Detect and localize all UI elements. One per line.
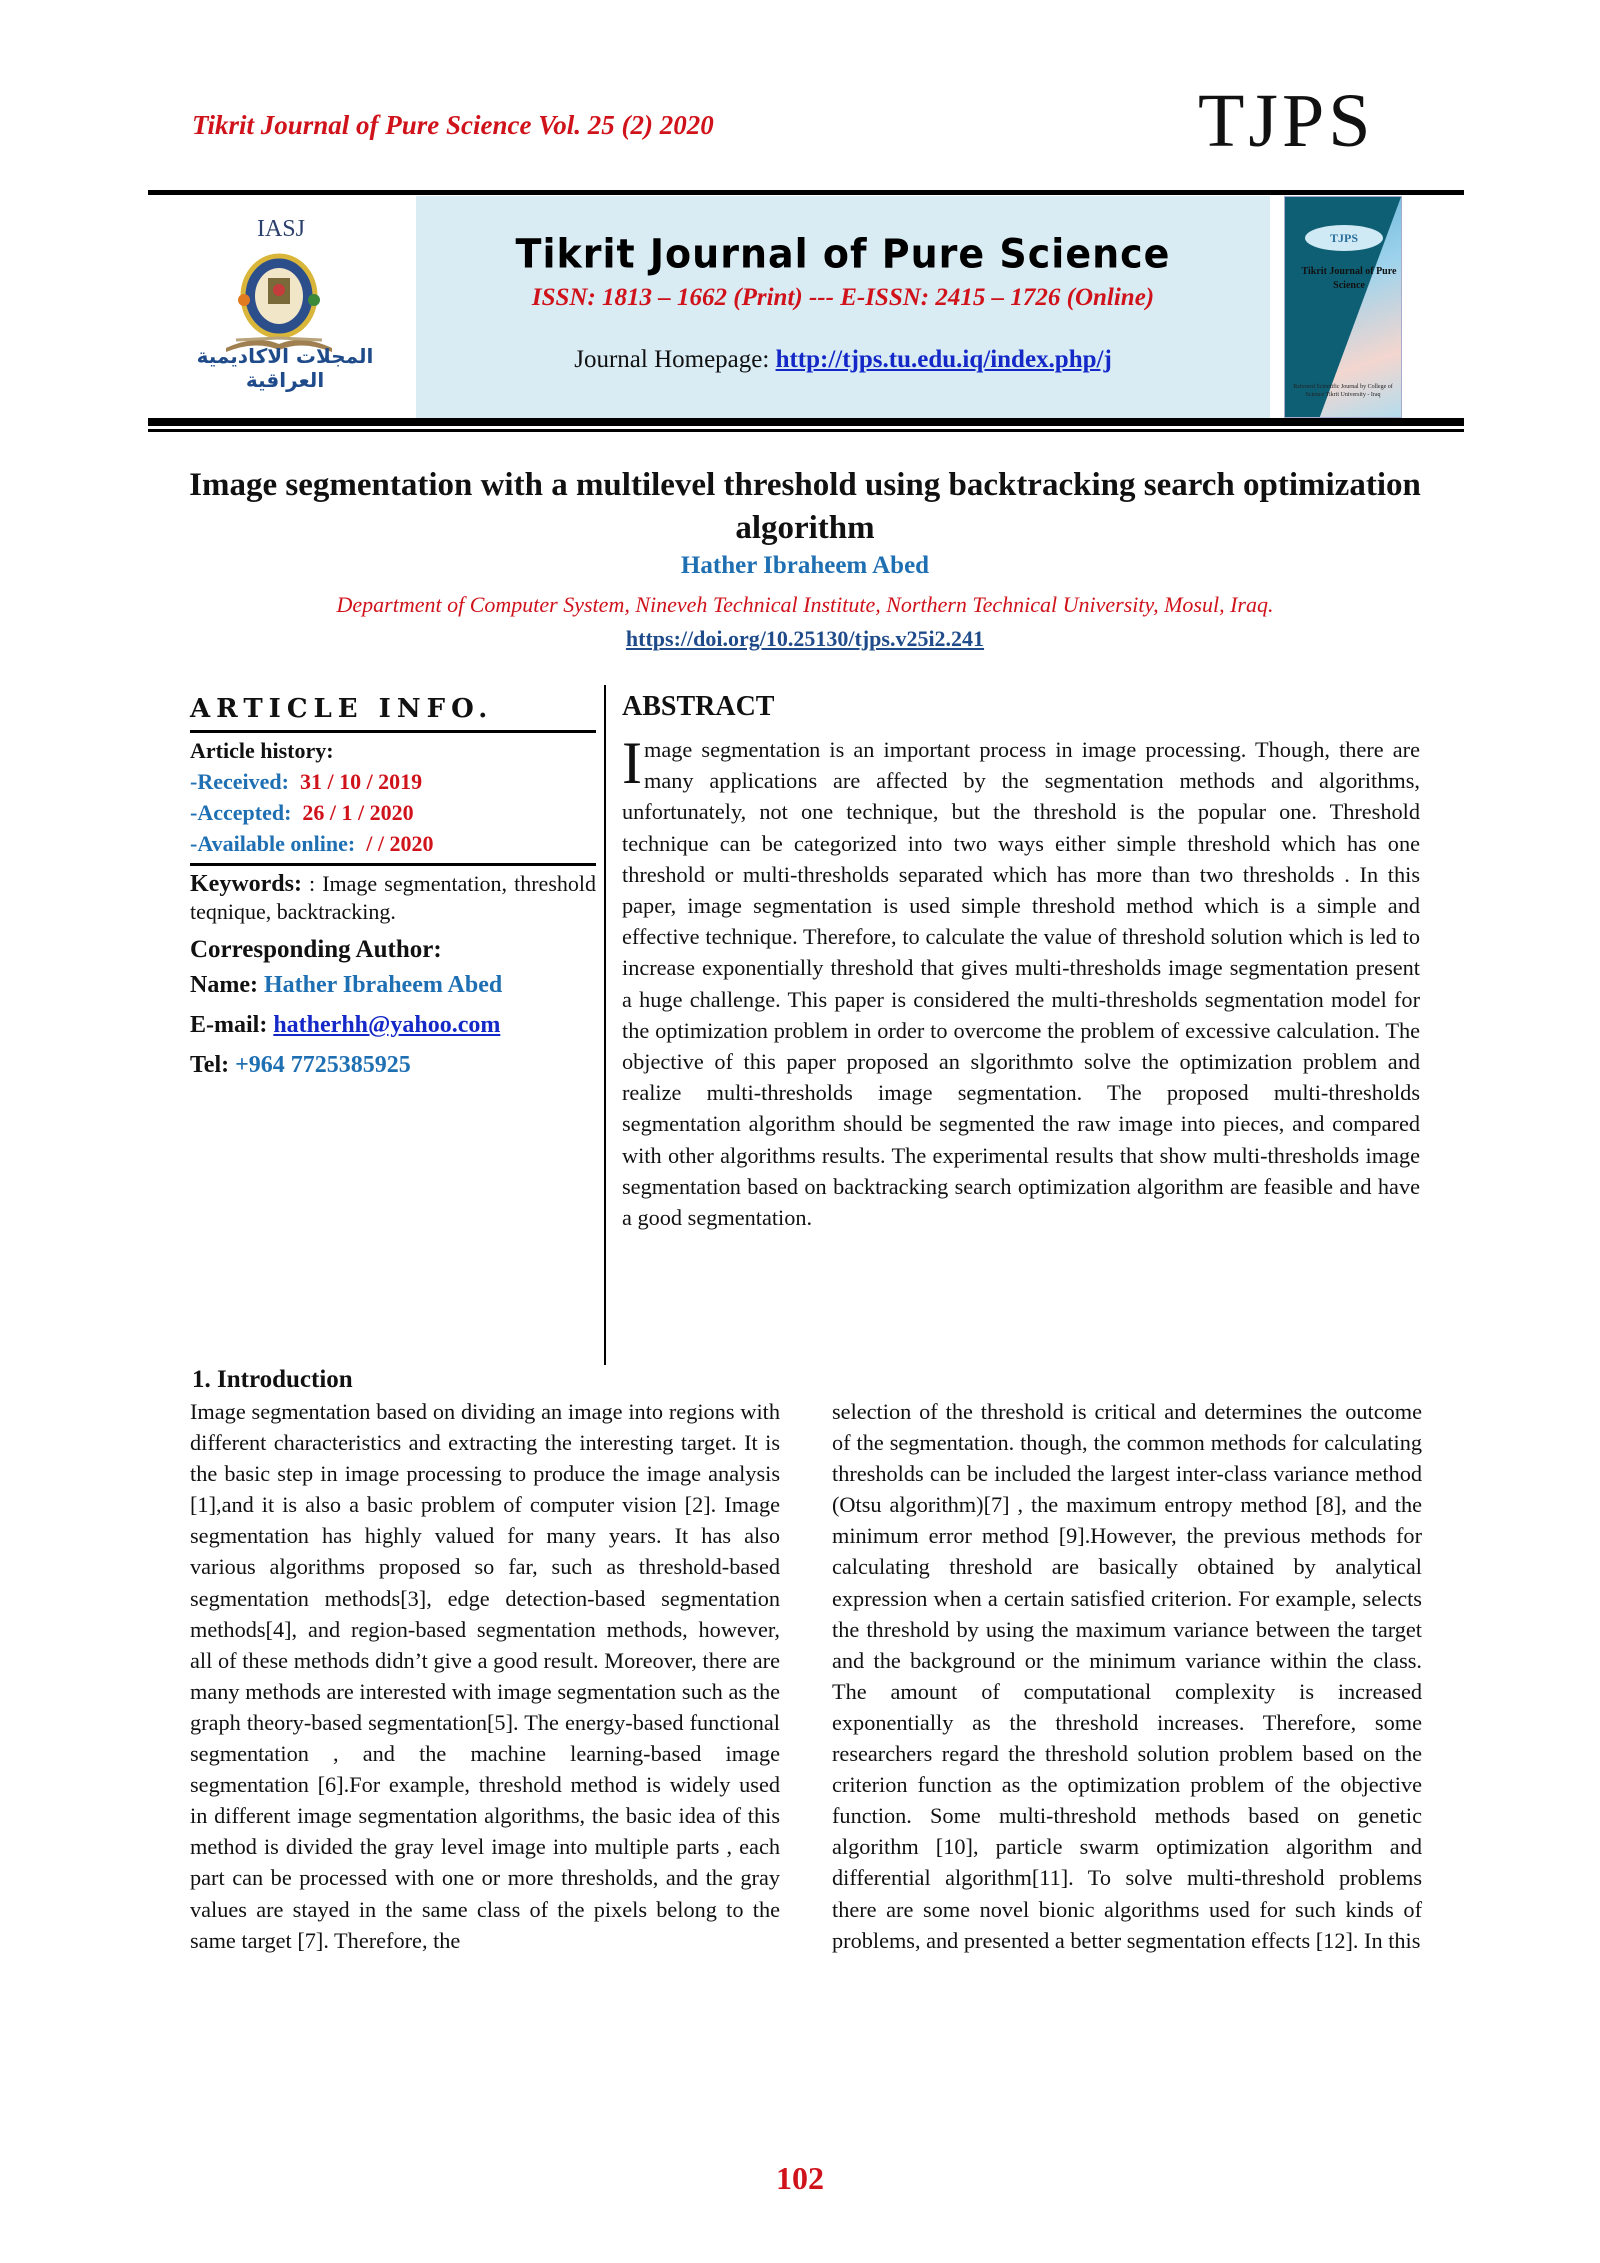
abstract-body <box>622 730 1420 1233</box>
accepted-label: -Accepted: <box>190 800 292 825</box>
cover-badge: TJPS <box>1305 225 1383 251</box>
abstract-text: mage segmentation is an important process in image processing. Though, there are many applications are affected by the segmentation methods and algorithms, unfortunately, not one technique, but the threshold is the popular one. Threshold technique can be categorized into two ways either simple threshold which has one threshold or multi-thresholds separated which has more than two thresholds . In this paper, image segmentation is used simple threshold method which is a simple and effective technique. Therefore, to calculate the value of threshold solution which is led to increase exponentially threshold that gives multi-thresholds image segmentation present a huge challenge. This paper is considered the multi-thresholds segmentation model for the optimization problem in order to overcome the problem of excessive calculation. The objective of this paper proposed an slgorithmto solve the optimization problem and realize multi-thresholds image segmentation. The proposed multi-thresholds segmentation algorithm should be segmented the raw image into pieces, and compared with other algorithms results. The experimental results that show multi-thresholds image segmentation based on backtracking search optimization algorithm are feasible and have a good segmentation. <box>622 737 1420 1231</box>
page-number: 102 <box>776 2160 824 2196</box>
name-label: Name: <box>190 972 264 998</box>
masthead-center <box>416 196 1270 418</box>
corresponding-email <box>190 1005 596 1045</box>
homepage-link[interactable]: http://tjps.tu.edu.iq/index.php/j <box>775 346 1112 373</box>
masthead-bottom-rule-thin <box>148 429 1464 432</box>
cover-footer: Refereed Scientific Journal by College of Science Tikrit University - Iraq <box>1293 384 1393 398</box>
iasj-logo-title: IASJ <box>256 216 305 242</box>
journal-name: Tikrit Journal of Pure Science <box>515 230 1171 278</box>
iasj-arabic-caption: المجلات الاكاديمية العراقية <box>196 344 374 392</box>
masthead-bottom-rule-thick <box>148 418 1464 426</box>
journal-cover-thumbnail <box>1284 196 1402 418</box>
journal-homepage <box>416 346 1270 374</box>
abstract-drop-cap: I <box>622 730 642 796</box>
masthead-top-rule <box>148 190 1464 195</box>
received-date <box>190 766 596 797</box>
name-value: Hather Ibraheem Abed <box>263 972 503 998</box>
received-label: -Received: <box>190 769 289 794</box>
cover-title: Tikrit Journal of Pure Science <box>1301 266 1397 291</box>
article-info-rule <box>190 730 596 733</box>
available-online-date <box>190 828 596 859</box>
article-info-panel <box>190 692 596 1085</box>
iasj-emblem-icon <box>226 248 332 358</box>
running-header: Tikrit Journal of Pure Science Vol. 25 (2) 2020 <box>192 110 714 140</box>
author-name: Hather Ibraheem Abed <box>680 552 930 579</box>
paper-title: Image segmentation with a multilevel threshold using backtracking search optimization algorithm <box>189 467 1421 546</box>
received-value: 31 / 10 / 2019 <box>299 769 423 794</box>
abstract-section <box>622 690 1420 1233</box>
keywords-value: : Image segmentation, threshold teqnique, backtracking. <box>190 871 596 924</box>
column-divider <box>604 685 606 1365</box>
homepage-label: Journal Homepage: <box>574 346 776 373</box>
tel-label: Tel: <box>190 1052 236 1078</box>
masthead <box>148 196 1464 418</box>
keywords <box>190 870 596 925</box>
tjps-logo: TJPS <box>1198 79 1375 163</box>
corresponding-name <box>190 965 596 1005</box>
online-value: / / 2020 <box>366 831 434 856</box>
email-link[interactable]: hatherhh@yahoo.com <box>273 1012 501 1038</box>
introduction-left-column: Image segmentation based on dividing an image into regions with different characteristics and extracting the interesting target. It is the basic step in image processing to produce the image analysis [1],and it is also a basic problem of computer vision [2]. Image segmentation has highly valued for many years. It has also various algorithms proposed so far, such as threshold-based segmentation methods[3], edge detection-based segmentation methods[4], and region-based segmentation methods, however, all of these methods didn’t give a good result. Moreover, there are many methods are interested with image segmentation such as the graph theory-based segmentation[5]. The energy-based functional segmentation , and the machine learning-based image segmentation [6].For example, threshold method is widely used in different image segmentation algorithms, the basic idea of this method is divided the gray level image into multiple parts , each part can be processed with one or more thresholds, and the gray values are stayed in the same class of the pixels belong to the same target [7]. Therefore, the <box>190 1399 780 1953</box>
accepted-date <box>190 797 596 828</box>
doi-link[interactable]: https://doi.org/10.25130/tjps.v25i2.241 <box>625 626 985 651</box>
author-affiliation: Department of Computer System, Nineveh Technical Institute, Northern Technical University, Mosul, Iraq. <box>336 592 1274 617</box>
introduction-heading: 1. Introduction <box>192 1366 353 1393</box>
introduction-right-column: selection of the threshold is critical and determines the outcome of the segmentation. though, the common methods for calculating thresholds can be included the largest inter-class variance method (Otsu algorithm)[7] , the maximum entropy method [8], and the minimum error method [9].However, the previous methods for calculating threshold are basically obtained by analytical expression when a certain satisfied criterion. For example, selects the threshold by using the maximum variance between the target and the background or the minimum variance within the class. The amount of computational complexity is increased exponentially as the threshold increases. Therefore, some researchers regard the threshold solution problem based on the criterion function as the optimization problem of the objective function. Some multi-threshold methods based on genetic algorithm [10], particle swarm optimization algorithm and differential algorithm[11]. To solve multi-threshold problems there are some novel bionic algorithms used for such kinds of problems, and presented a better segmentation effects [12]. In this <box>832 1399 1422 1953</box>
email-label: E-mail: <box>190 1012 274 1038</box>
accepted-value: 26 / 1 / 2020 <box>302 800 414 825</box>
article-info-heading: ARTICLE INFO. <box>190 694 494 724</box>
corresponding-tel <box>190 1045 596 1085</box>
tel-value: +964 7725385925 <box>235 1052 411 1078</box>
doi <box>150 626 1460 652</box>
article-history-label: Article history: <box>190 738 334 763</box>
corresponding-author-label: Corresponding Author: <box>190 936 442 963</box>
abstract-heading: ABSTRACT <box>622 691 775 722</box>
keywords-label: Keywords: <box>190 871 302 897</box>
journal-issn: ISSN: 1813 – 1662 (Print) --- E-ISSN: 2415 – 1726 (Online) <box>531 284 1155 311</box>
online-label: -Available online: <box>190 831 356 856</box>
article-info-rule-2 <box>190 863 596 866</box>
iasj-logo <box>148 196 414 418</box>
